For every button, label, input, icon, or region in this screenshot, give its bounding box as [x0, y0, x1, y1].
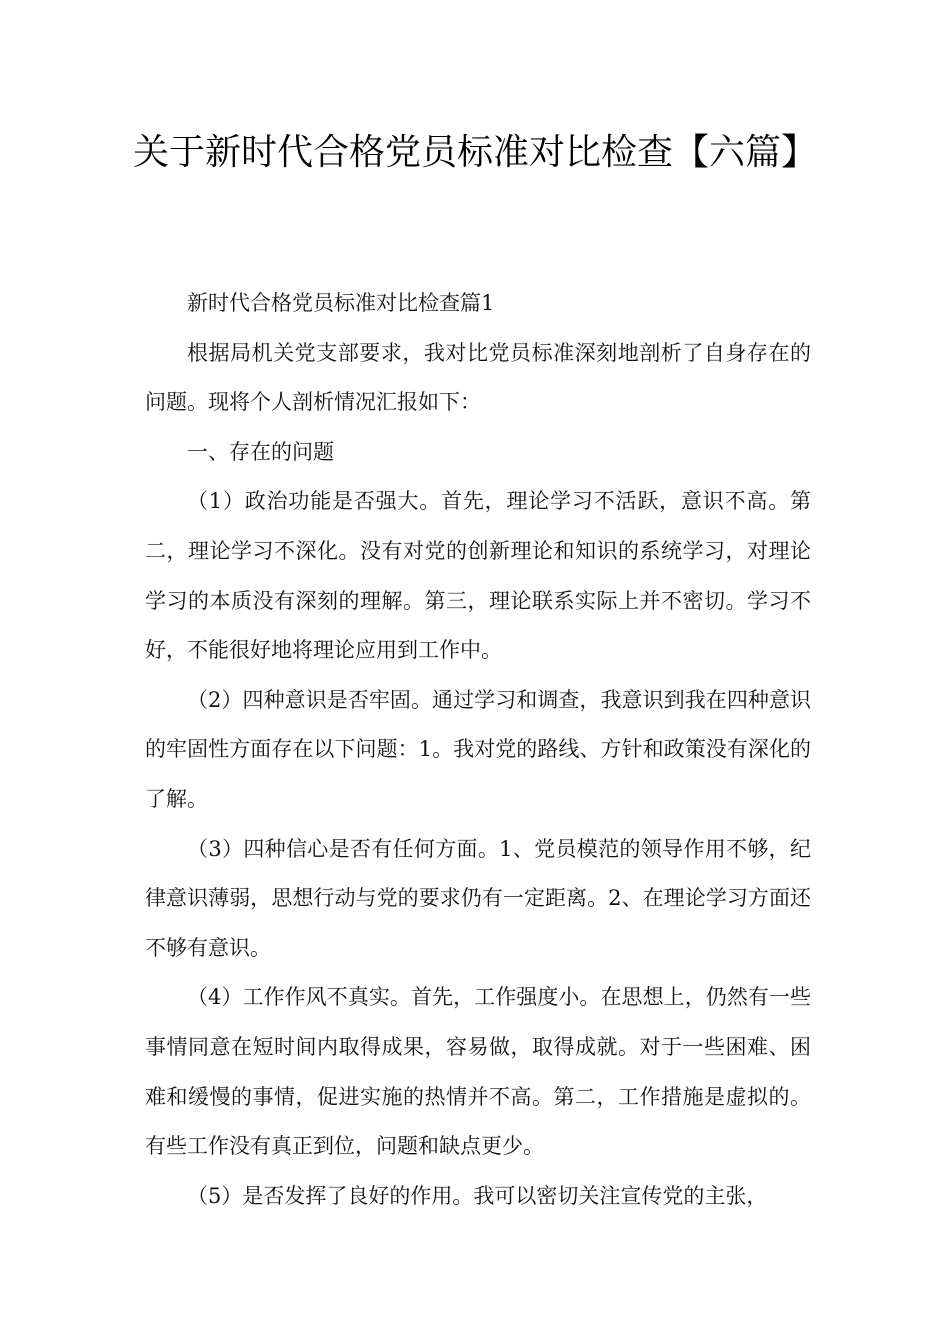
- paragraph: （3）四种信心是否有任何方面。1、党员模范的领导作用不够，纪律意识薄弱，思想行动与党的要求仍有一定距离。2、在理论学习方面还不够有意识。: [145, 836, 811, 960]
- paragraph: （5）是否发挥了良好的作用。我可以密切关注宣传党的主张，: [187, 1183, 768, 1208]
- paragraph: （2）四种意识是否牢固。通过学习和调查，我意识到我在四种意识的牢固性方面存在以下问题：1。我对党的路线、方针和政策没有深化的了解。: [145, 687, 811, 811]
- subsection-heading: 一、存在的问题: [187, 439, 334, 464]
- document-title: 关于新时代合格党员标准对比检查【六篇】: [132, 132, 817, 173]
- paragraph: （1）政治功能是否强大。首先，理论学习不活跃，意识不高。第二，理论学习不深化。没有对党的创新理论和知识的系统学习，对理论学习的本质没有深刻的理解。第三，理论联系实际上并不密切。学习不好，不能很好地将理论应用到工作中。: [145, 489, 811, 663]
- document-body: [145, 279, 811, 1221]
- section-heading: 新时代合格党员标准对比检查篇1: [187, 291, 495, 315]
- paragraph: （4）工作作风不真实。首先，工作强度小。在思想上，仍然有一些事情同意在短时间内取得成果，容易做，取得成就。对于一些困难、困难和缓慢的事情，促进实施的热情并不高。第二，工作措施是虚拟的。有些工作没有真正到位，问题和缺点更少。: [145, 985, 811, 1159]
- paragraph: 根据局机关党支部要求，我对比党员标准深刻地剖析了自身存在的问题。现将个人剖析情况汇报如下：: [145, 340, 811, 415]
